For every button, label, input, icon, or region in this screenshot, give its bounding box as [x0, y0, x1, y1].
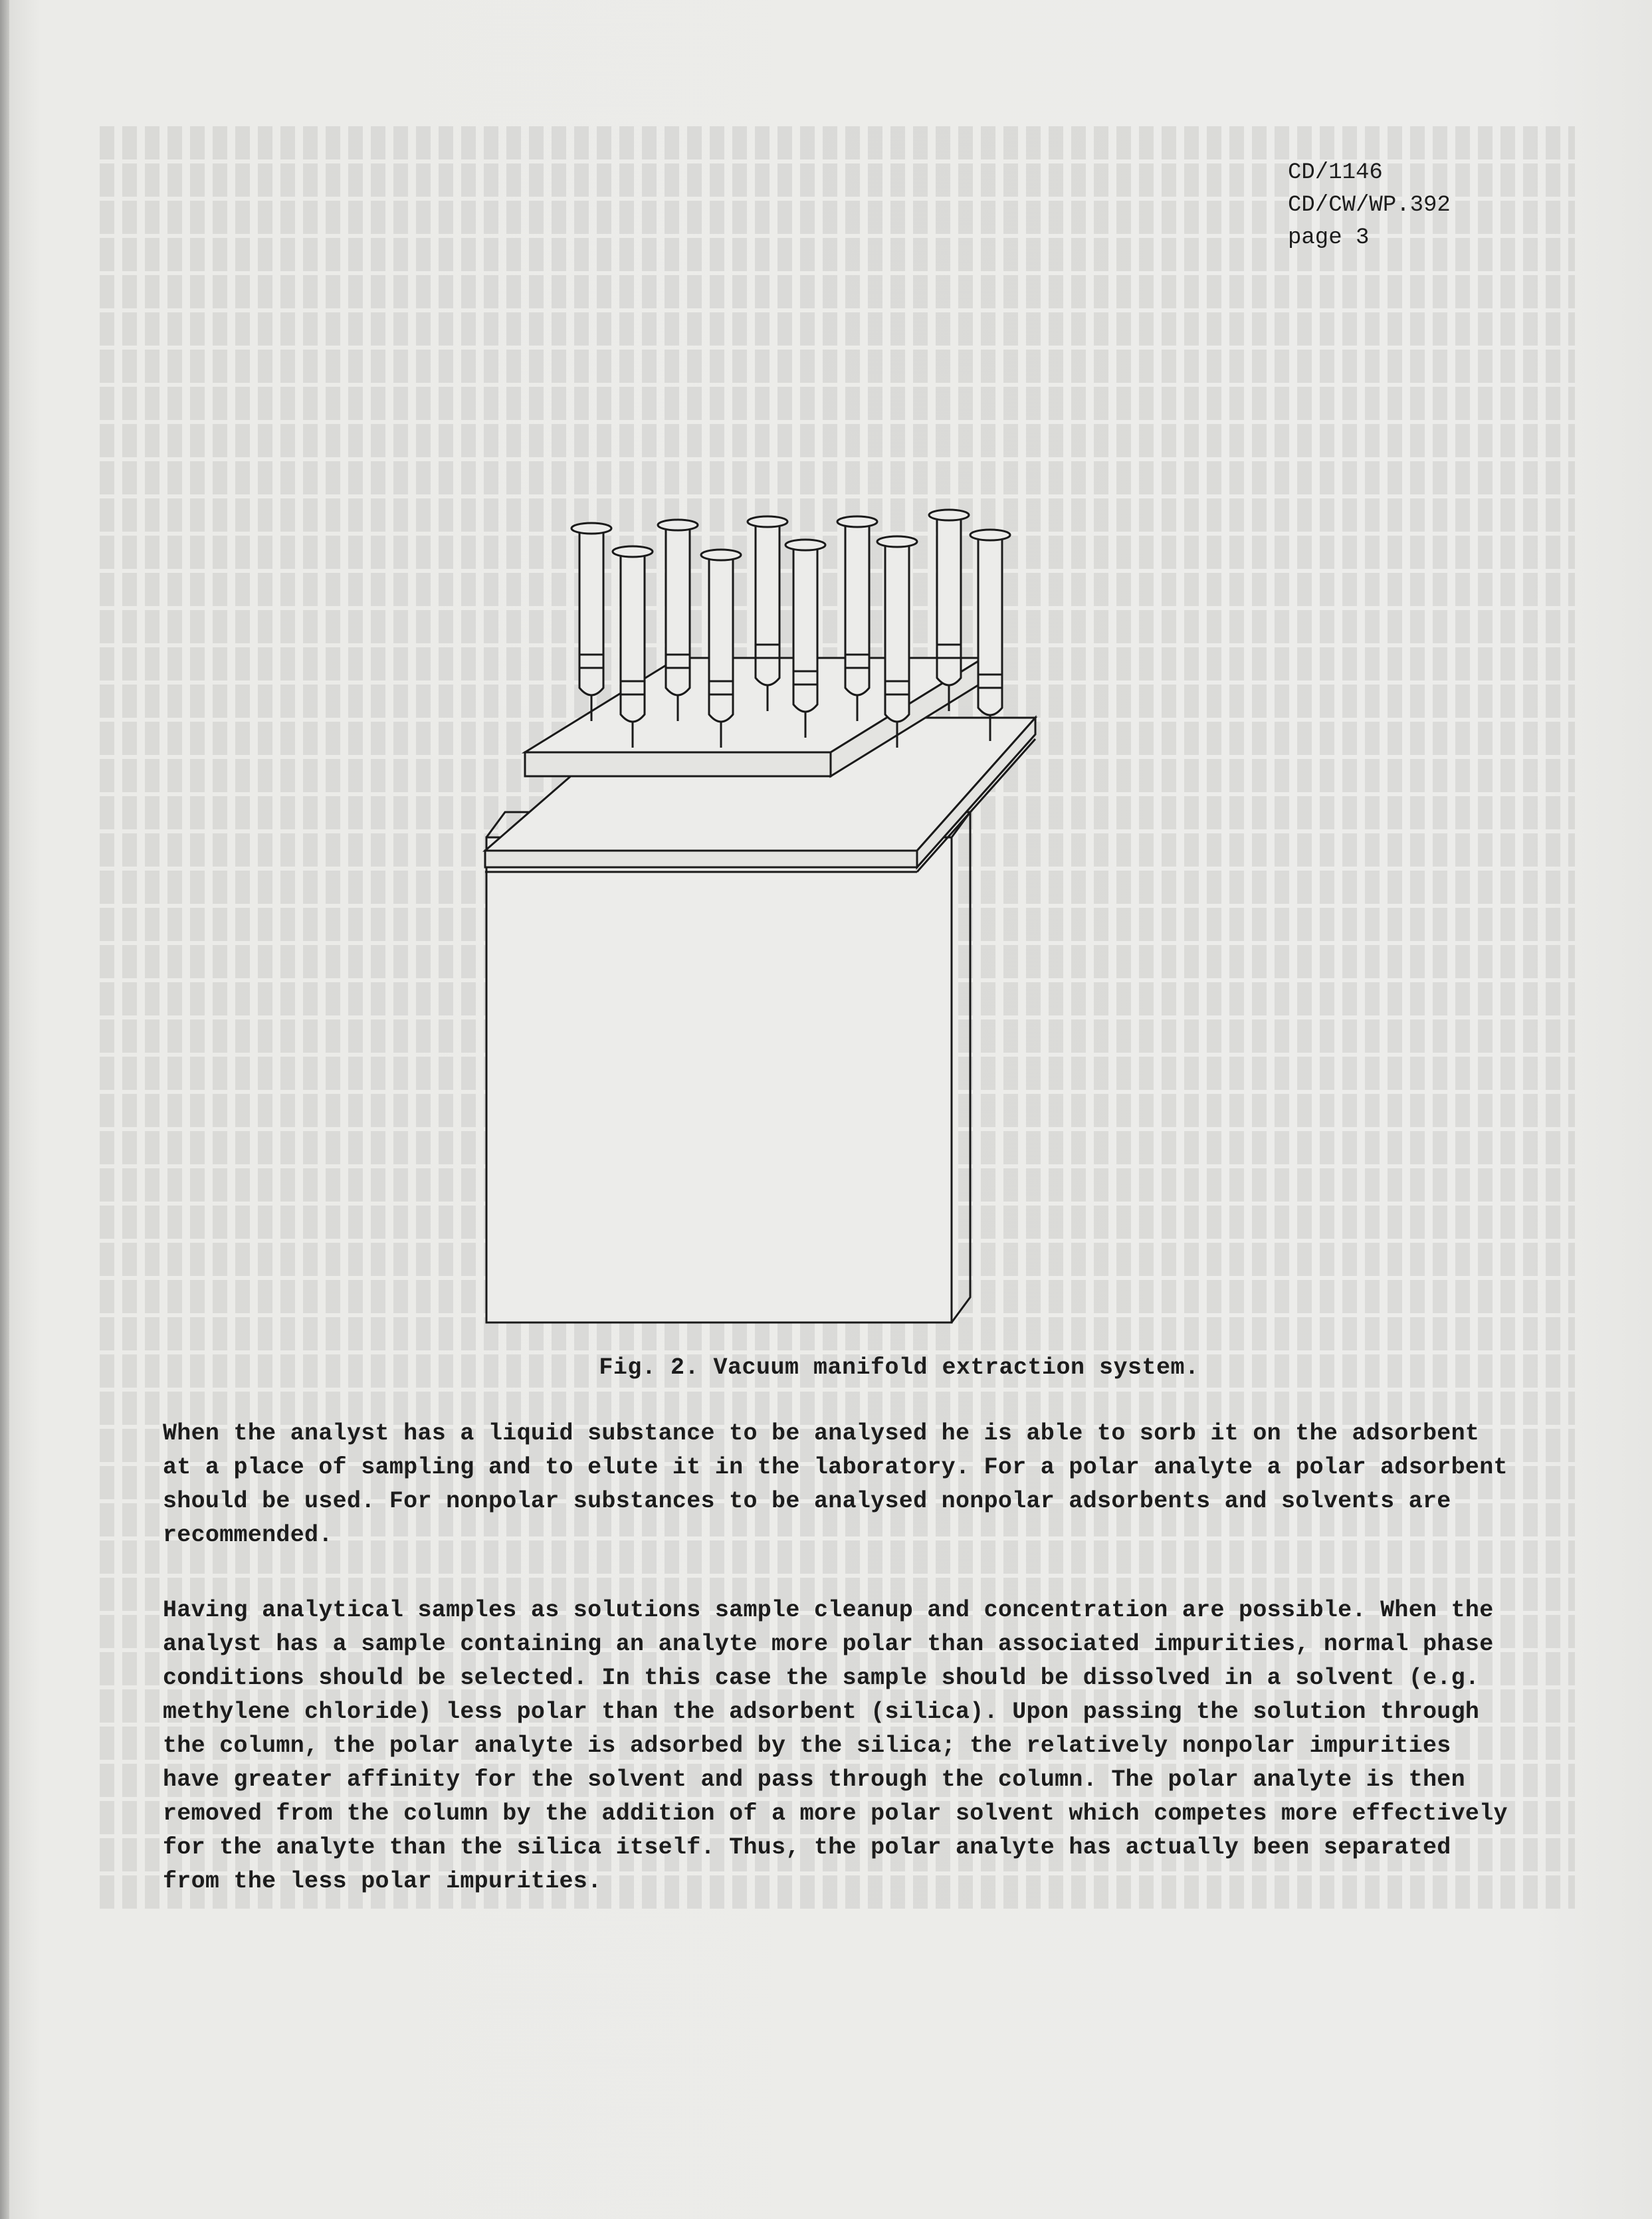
body-paragraph-1: When the analyst has a liquid substance to be analysed he is able to sorb it on the adsorbent at a place of sampling and to elute it in the laboratory. For a polar analyte a polar adsorbent should be used. For nonpolar substances to be analysed nonpolar adsorbents and solvents are recommended.: [163, 1420, 1522, 1548]
vacuum-manifold-illustration: [459, 492, 1043, 1329]
doc-id: CD/1146: [1288, 160, 1383, 185]
body-paragraph-2: Having analytical samples as solutions sample cleanup and concentration are possible. When the analyst has a sample containing an analyte more polar than associated impurities, normal phase conditions should be selected. In this case the sample should be dissolved in a solvent (e.g. methylene chloride) less polar than the adsorbent (silica). Upon passing the solution through the column, the polar analyte is adsorbed by the silica; the relatively nonpolar impurities have greater affinity for the solvent and pass through the column. The polar analyte is then removed from the column by the addition of a more polar solvent which competes more effectively for the analyte than the silica itself. Thus, the polar analyte has actually been separated from the less polar impurities.: [163, 1597, 1522, 1895]
wp-id: CD/CW/WP.392: [1288, 193, 1451, 218]
figure-caption: Fig. 2. Vacuum manifold extraction system.: [599, 1354, 1199, 1381]
extraction-column: [970, 530, 1010, 741]
vacuum-tank: [486, 812, 970, 1322]
extraction-column: [571, 523, 611, 721]
page-number: page 3: [1288, 225, 1370, 251]
page-edge-shadow: [0, 0, 9, 2219]
document-header: [1288, 157, 1451, 255]
